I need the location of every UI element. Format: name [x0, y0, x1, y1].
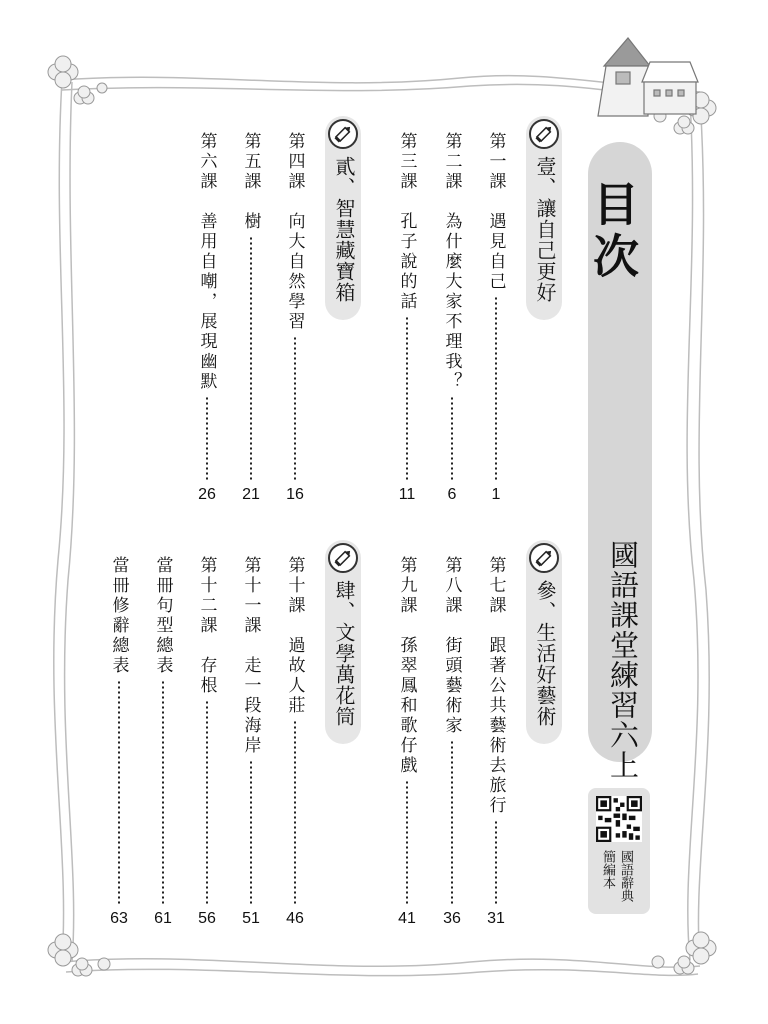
- dot-leader: [250, 236, 252, 480]
- lesson-title: 遇見自己: [485, 212, 506, 292]
- lesson-title: 走一段海岸: [240, 656, 261, 756]
- lesson-label: 第五課: [240, 132, 261, 192]
- page-number: 51: [242, 910, 260, 927]
- lesson-title: 善用自嘲，展現幽默: [196, 212, 217, 392]
- lesson-entry-11[interactable]: [236, 556, 266, 928]
- page-number: 46: [286, 910, 304, 927]
- pencil-icon: [328, 543, 358, 573]
- dot-leader: [206, 700, 208, 904]
- clover-top-left-icon: [48, 56, 107, 104]
- dot-leader: [294, 336, 296, 480]
- dot-leader: [406, 316, 408, 480]
- lesson-entry-6[interactable]: [192, 132, 222, 504]
- page-title: 目次: [586, 180, 640, 284]
- qr-caption-edition: 簡編本: [600, 850, 615, 889]
- page-number: 11: [398, 486, 416, 503]
- unit-title-1: 壹、讓自己更好: [533, 156, 557, 303]
- unit-title-4: 肆、文學萬花筒: [332, 580, 356, 727]
- lesson-entry-4[interactable]: [280, 132, 310, 504]
- lesson-entry-2[interactable]: [437, 132, 467, 504]
- dot-leader: [250, 760, 252, 904]
- lesson-label: 第十二課: [196, 556, 217, 636]
- lesson-title: 街頭藝術家: [441, 636, 462, 736]
- dot-leader: [451, 740, 453, 904]
- page-number: 16: [286, 486, 304, 503]
- unit-title-3: 參、生活好藝術: [533, 580, 557, 727]
- pencil-icon: [328, 119, 358, 149]
- qr-code-icon: [596, 796, 642, 842]
- dot-leader: [451, 396, 453, 480]
- lesson-label: 第十課: [284, 556, 305, 616]
- lesson-entry-1[interactable]: [481, 132, 511, 504]
- page-number: 41: [398, 910, 416, 927]
- page-number: 21: [242, 486, 260, 503]
- lesson-label: 第七課: [485, 556, 506, 616]
- lesson-title: 存根: [196, 656, 217, 696]
- clover-bottom-right-icon: [652, 932, 716, 974]
- lesson-title: 樹: [240, 212, 261, 232]
- page-number: 56: [198, 910, 216, 927]
- lesson-title: 過故人莊: [284, 636, 305, 716]
- page-number: 63: [110, 910, 128, 927]
- page-number: 31: [487, 910, 505, 927]
- lesson-title: 孔子說的話: [396, 212, 417, 312]
- page-number: 36: [443, 910, 461, 927]
- page-number: 61: [154, 910, 172, 927]
- lesson-entry-5[interactable]: [236, 132, 266, 504]
- pencil-icon: [529, 119, 559, 149]
- lesson-title: 為什麼大家不理我？: [441, 212, 462, 392]
- lesson-entry-3[interactable]: [392, 132, 422, 504]
- lesson-label: 第一課: [485, 132, 506, 192]
- appendix-rhetoric[interactable]: [104, 556, 134, 928]
- lesson-title: 向大自然學習: [284, 212, 305, 332]
- page-number: 1: [491, 486, 501, 503]
- lesson-entry-9[interactable]: [392, 556, 422, 928]
- page-number: 6: [447, 486, 457, 503]
- dot-leader: [406, 780, 408, 904]
- unit-title-2: 貳、智慧藏寶箱: [332, 156, 356, 303]
- lesson-entry-10[interactable]: [280, 556, 310, 928]
- lesson-entry-7[interactable]: [481, 556, 511, 928]
- appendix-sentence-patterns[interactable]: [148, 556, 178, 928]
- lesson-entry-8[interactable]: [437, 556, 467, 928]
- page-number: 26: [198, 486, 216, 503]
- book-title: 國語課堂練習六上: [606, 540, 640, 780]
- lesson-label: 第六課: [196, 132, 217, 192]
- dot-leader: [162, 680, 164, 904]
- house-illustration: [598, 38, 698, 116]
- dot-leader: [118, 680, 120, 904]
- lesson-entry-12[interactable]: [192, 556, 222, 928]
- appendix-label: 當冊修辭總表: [108, 556, 129, 676]
- dot-leader: [206, 396, 208, 480]
- dot-leader: [294, 720, 296, 904]
- lesson-label: 第四課: [284, 132, 305, 192]
- lesson-title: 跟著公共藝術去旅行: [485, 636, 506, 816]
- lesson-label: 第八課: [441, 556, 462, 616]
- lesson-label: 第九課: [396, 556, 417, 616]
- appendix-label: 當冊句型總表: [152, 556, 173, 676]
- lesson-title: 孫翠鳳和歌仔戲: [396, 636, 417, 776]
- lesson-label: 第二課: [441, 132, 462, 192]
- dot-leader: [495, 296, 497, 480]
- pencil-icon: [529, 543, 559, 573]
- lesson-label: 第十一課: [240, 556, 261, 636]
- dot-leader: [495, 820, 497, 904]
- lesson-label: 第三課: [396, 132, 417, 192]
- qr-caption-dictionary: 國語辭典: [618, 850, 633, 902]
